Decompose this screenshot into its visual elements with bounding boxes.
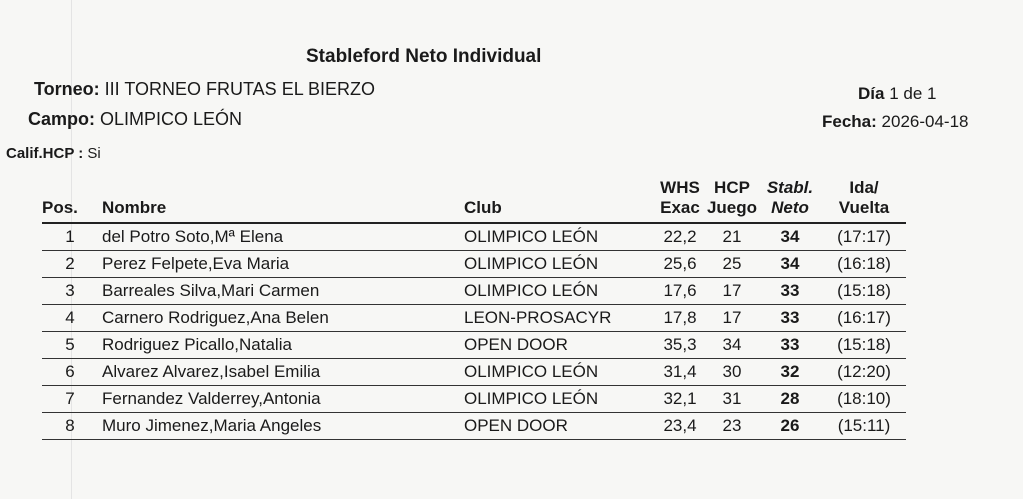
cell-neto: 28 [758, 386, 822, 413]
header-hcp-line1: HCP [714, 178, 750, 197]
cell-whs: 23,4 [654, 413, 706, 440]
tournament-label: Torneo: [34, 79, 100, 99]
cell-name: Alvarez Alvarez,Isabel Emilia [98, 359, 464, 386]
course-line [28, 109, 242, 130]
header-whs [654, 178, 706, 223]
header-ida-line2: Vuelta [838, 198, 890, 217]
cell-pos: 5 [42, 332, 98, 359]
tournament-value: III TORNEO FRUTAS EL BIERZO [104, 79, 376, 99]
cell-neto: 33 [758, 278, 822, 305]
cell-hcp: 25 [706, 251, 758, 278]
header-neto-line2: Neto [771, 198, 809, 217]
cell-ida-vuelta: (18:10) [822, 386, 906, 413]
handicap-calc-value: Si [87, 145, 101, 162]
cell-club: OPEN DOOR [464, 332, 654, 359]
cell-ida-vuelta: (15:18) [822, 278, 906, 305]
header-whs-line1: WHS [660, 178, 700, 197]
cell-name: Carnero Rodriguez,Ana Belen [98, 305, 464, 332]
cell-club: OLIMPICO LEÓN [464, 359, 654, 386]
header-neto [758, 178, 822, 223]
course-label: Campo: [28, 109, 95, 129]
cell-whs: 32,1 [654, 386, 706, 413]
header-pos: Pos. [42, 178, 98, 223]
date-value: 2026-04-18 [881, 112, 969, 131]
table-row [42, 332, 906, 359]
table-row [42, 305, 906, 332]
cell-whs: 17,8 [654, 305, 706, 332]
cell-pos: 8 [42, 413, 98, 440]
cell-pos: 7 [42, 386, 98, 413]
cell-name: Fernandez Valderrey,Antonia [98, 386, 464, 413]
header-ida [822, 178, 906, 223]
cell-hcp: 34 [706, 332, 758, 359]
cell-pos: 3 [42, 278, 98, 305]
cell-club: OLIMPICO LEÓN [464, 386, 654, 413]
cell-name: Barreales Silva,Mari Carmen [98, 278, 464, 305]
table-header-row [42, 178, 906, 223]
table-row [42, 413, 906, 440]
cell-hcp: 30 [706, 359, 758, 386]
cell-ida-vuelta: (17:17) [822, 223, 906, 251]
cell-name: Rodriguez Picallo,Natalia [98, 332, 464, 359]
header-club: Club [464, 178, 654, 223]
page-label: Día [858, 84, 885, 103]
header-hcp [706, 178, 758, 223]
cell-hcp: 17 [706, 305, 758, 332]
header-name: Nombre [98, 178, 464, 223]
cell-hcp: 23 [706, 413, 758, 440]
page-value: 1 de 1 [889, 84, 937, 103]
cell-club: OLIMPICO LEÓN [464, 223, 654, 251]
cell-neto: 34 [758, 223, 822, 251]
cell-ida-vuelta: (16:17) [822, 305, 906, 332]
table-row [42, 359, 906, 386]
cell-name: Muro Jimenez,Maria Angeles [98, 413, 464, 440]
cell-name: Perez Felpete,Eva Maria [98, 251, 464, 278]
tournament-line [34, 79, 375, 100]
cell-hcp: 17 [706, 278, 758, 305]
header-whs-line2: Exac [660, 198, 700, 217]
cell-club: OLIMPICO LEÓN [464, 278, 654, 305]
header-neto-line1: Stabl. [766, 178, 814, 197]
cell-whs: 31,4 [654, 359, 706, 386]
cell-neto: 26 [758, 413, 822, 440]
cell-club: LEON-PROSACYR [464, 305, 654, 332]
cell-hcp: 21 [706, 223, 758, 251]
date-label: Fecha: [822, 112, 877, 131]
report-title: Stableford Neto Individual [306, 46, 542, 67]
header-ida-line1: Ida/ [849, 178, 879, 197]
cell-pos: 1 [42, 223, 98, 251]
cell-name: del Potro Soto,Mª Elena [98, 223, 464, 251]
cell-ida-vuelta: (12:20) [822, 359, 906, 386]
cell-pos: 2 [42, 251, 98, 278]
cell-whs: 25,6 [654, 251, 706, 278]
handicap-calc-line [6, 145, 101, 162]
cell-club: OLIMPICO LEÓN [464, 251, 654, 278]
table-row [42, 251, 906, 278]
date-line [822, 112, 969, 132]
course-value: OLIMPICO LEÓN [100, 109, 243, 129]
cell-whs: 17,6 [654, 278, 706, 305]
cell-ida-vuelta: (15:18) [822, 332, 906, 359]
cell-pos: 4 [42, 305, 98, 332]
cell-ida-vuelta: (16:18) [822, 251, 906, 278]
cell-whs: 22,2 [654, 223, 706, 251]
cell-neto: 33 [758, 332, 822, 359]
results-table [42, 178, 906, 440]
cell-pos: 6 [42, 359, 98, 386]
cell-neto: 34 [758, 251, 822, 278]
cell-neto: 33 [758, 305, 822, 332]
table-row [42, 223, 906, 251]
cell-hcp: 31 [706, 386, 758, 413]
page-indicator [858, 84, 936, 104]
table-row [42, 386, 906, 413]
header-hcp-line2: Juego [706, 198, 758, 217]
cell-club: OPEN DOOR [464, 413, 654, 440]
cell-neto: 32 [758, 359, 822, 386]
table-row [42, 278, 906, 305]
handicap-calc-label: Calif.HCP : [6, 145, 84, 162]
cell-whs: 35,3 [654, 332, 706, 359]
cell-ida-vuelta: (15:11) [822, 413, 906, 440]
